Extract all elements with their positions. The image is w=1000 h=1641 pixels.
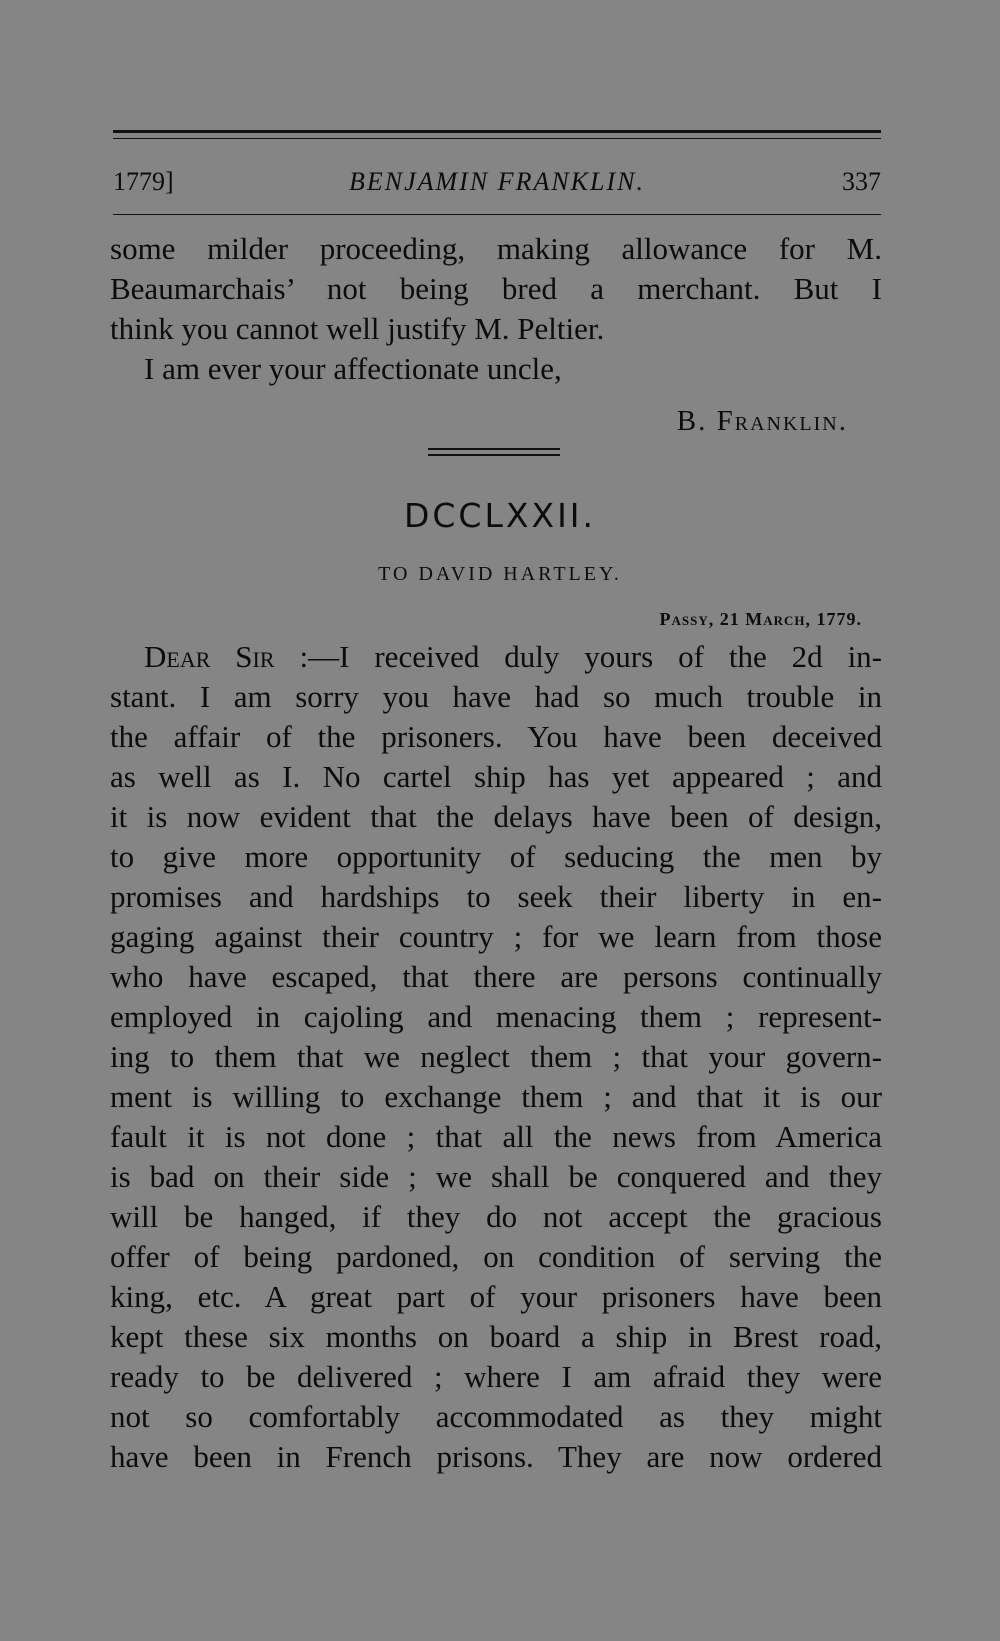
text-line: ment is willing to exchange them ; and that it is our <box>110 1079 882 1114</box>
text-line: ready to be delivered ; where I am afraid they were <box>110 1359 882 1394</box>
text-line: gaging against their country ; for we learn from those <box>110 919 882 954</box>
text-line: offer of being pardoned, on condition of serving the <box>110 1239 882 1274</box>
text-line: have been in French prisons. They are now ordered <box>110 1439 882 1474</box>
first-line-rest: :—I received duly yours of the 2d in- <box>299 639 883 674</box>
text-line: as well as I. No cartel ship has yet appeared ; and <box>110 759 882 794</box>
text-line: who have escaped, that there are persons continually <box>110 959 882 994</box>
text-line: not so comfortably accommodated as they might <box>110 1399 882 1434</box>
text-line: to give more opportunity of seducing the men by <box>110 839 882 874</box>
text-line: will be hanged, if they do not accept the gracious <box>110 1199 882 1234</box>
top-double-rule-thick <box>113 130 881 133</box>
text-line: kept these six months on board a ship in Brest road, <box>110 1319 882 1354</box>
text-line: king, etc. A great part of your prisoners have been <box>110 1279 882 1314</box>
text-line: some milder proceeding, making allowance for M. <box>110 231 882 266</box>
letter-recipient: TO DAVID HARTLEY. <box>378 563 622 585</box>
text-line: employed in cajoling and menacing them ; represent- <box>110 999 882 1034</box>
section-divider-bottom <box>428 454 560 456</box>
text-line: Beaumarchais’ not being bred a merchant. But I <box>110 271 882 306</box>
running-head-title: BENJAMIN FRANKLIN. <box>349 167 645 196</box>
letter-body <box>110 637 882 1477</box>
text-line: think you cannot well justify M. Peltier. <box>110 311 605 346</box>
letter-number: DCCLXXII. <box>403 496 597 535</box>
text-line: is bad on their side ; we shall be conquered and they <box>110 1159 882 1194</box>
text-line: it is now evident that the delays have been of design, <box>110 799 882 834</box>
letter-dateline <box>660 606 863 632</box>
text-line: stant. I am sorry you have had so much trouble in <box>110 679 882 714</box>
text-line-first <box>110 637 882 677</box>
text-line: fault it is not done ; that all the news from America <box>110 1119 882 1154</box>
text-line: the affair of the prisoners. You have been deceived <box>110 719 882 754</box>
running-head-year: 1779] <box>113 167 174 196</box>
text-line: promises and hardships to seek their liberty in en- <box>110 879 882 914</box>
running-head <box>113 164 881 204</box>
salutation: Dear Sir <box>144 639 275 674</box>
dateline-text: Passy, 21 March, 1779. <box>659 609 862 629</box>
text-line: ing to them that we neglect them ; that your govern- <box>110 1039 882 1074</box>
page-number: 337 <box>842 167 881 196</box>
continuation-paragraph <box>110 229 882 389</box>
header-rule <box>113 214 881 215</box>
signature: B. Franklin. <box>676 405 848 437</box>
section-divider-top <box>428 448 560 450</box>
closing-line: I am ever your affectionate uncle, <box>144 351 562 386</box>
top-double-rule-thin <box>113 138 881 139</box>
